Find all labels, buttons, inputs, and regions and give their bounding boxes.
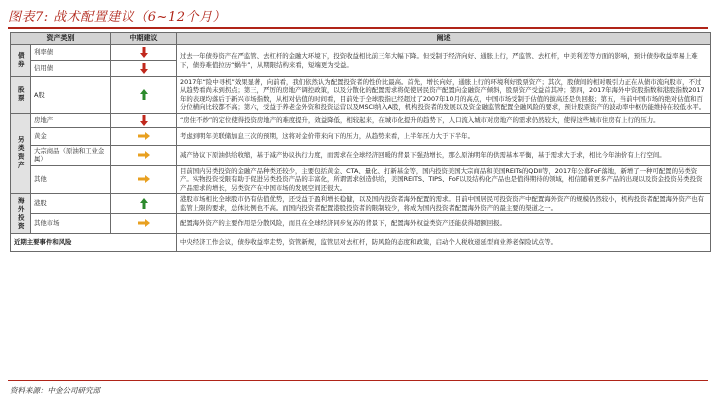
rate-bond-recommendation — [111, 45, 177, 61]
row-label-events-risks: 近期主要事件和风险 — [11, 233, 177, 251]
hk-stocks-description: 港股市场相比全球股市仍有估值优势，还受益于盈利增长稳健，以及国内投资者海外配置的需求。目前中国居民可投资资产中配置海外资产的规模仍然较小，机构投资者配置海外资产也有监管上限的要求，总体比例也不高。而国内投资者配置港股投资者的限制较少，将成为国内投资者配置海外资产的最主要的渠道之一。 — [177, 194, 711, 214]
hk-stocks-recommendation — [111, 194, 177, 214]
neutral-arrow-icon — [138, 219, 150, 227]
table-row — [11, 213, 711, 233]
table-header-row — [11, 33, 711, 45]
source-note: 资料来源：中金公司研究部 — [10, 386, 100, 395]
table-row — [11, 77, 711, 114]
source-divider — [8, 380, 708, 381]
real-estate-description: “房住不炒”的定位使得投资房地产的难度提升，效益降低，相较起来，在城市化提升的趋势下，人口流入城市对房地产的需求仍然较大，使得这些城市住房有上行的压力。 — [177, 113, 711, 127]
row-label-real-estate: 房地产 — [31, 113, 111, 127]
others-recommendation — [111, 165, 177, 193]
up-arrow-icon — [140, 198, 148, 209]
gold-recommendation — [111, 127, 177, 145]
gold-description: 考虑到明年美联储加息三次的预期，这将对金价带来向下的压力，从趋势来看，上半年压力大于下半年。 — [177, 127, 711, 145]
commodities-description: 减产协议下原油供给收缩，基于减产协议执行力度，而需求在全球经济回暖的背景下强劲增长，那么原油明年的供需基本平衡，基于需求大于求，相比今年油价有上行空间。 — [177, 145, 711, 165]
group-equity: 股票 — [11, 77, 31, 114]
table-row — [11, 45, 711, 61]
header-asset-class: 资产类别 — [11, 33, 111, 45]
group-bond: 债券 — [11, 45, 31, 77]
header-description: 阐述 — [177, 33, 711, 45]
row-label-hk-stocks: 港股 — [31, 194, 111, 214]
down-arrow-icon — [140, 47, 148, 58]
others-description: 目前国内另类投资的金融产品种类还较少，主要包括黄金、CTA、量化、打新基金等，国内投资美国大宗商品和美国REITs的QDII等，2017年公募FoF落地，新增了一种可配置的另类资产。实物投资受限有助于促进另类投资产品的丰富化，所谓需求创造供给，美国REITS、TIPS、FoF以及结构化产品也是值得期待的领域，相信随着更多产品的出现以及资金投资另类投资产品需求的增长，另类资产在中国市场的发展空间还很大。 — [177, 165, 711, 193]
neutral-arrow-icon — [138, 151, 150, 159]
real-estate-recommendation — [111, 113, 177, 127]
row-label-others: 其他 — [31, 165, 111, 193]
row-label-a-share: A股 — [31, 77, 111, 114]
row-label-gold: 黄金 — [31, 127, 111, 145]
table-row — [11, 165, 711, 193]
title-divider — [8, 27, 708, 29]
neutral-arrow-icon — [138, 175, 150, 183]
header-recommendation: 中期建议 — [111, 33, 177, 45]
a-share-recommendation — [111, 77, 177, 114]
credit-bond-recommendation — [111, 61, 177, 77]
a-share-description: 2017年“险中寻机”效果显著，向前看，我们依然认为配置投资者的性价比最高。首先，增长向好，通胀上行的环境利好股票资产；其次，股债间的相对吸引力正在从债市流向股市，不过从趋势看尚未到拐点；第三，严厉的房地产调控政策，以及分散化的配置需求将促使居民资产配置向金融资产倾斜，股票资产受益首其冲；第四，2017年海外中资股指数和港股指数2017年的表现均落后于新兴市场指数，从相对估值的时间看，目前处于全球股指已经超过了2007年10月的高点，中国市场受制于估值的拔高还是负回报；第五，当前中国市场的绝对估值和百分位横向比较都不高；第六，受益于养老金外资和投资运营以及MSCI纳入A股，机构投资者的发展以及资金融监管配置全融风险的要求，预计股票资产的波动率中枢仍能维持在较低水平。 — [177, 77, 711, 114]
row-label-commodities: 大宗商品（原油和工业金属） — [31, 145, 111, 165]
down-arrow-icon — [140, 63, 148, 74]
commodities-recommendation — [111, 145, 177, 165]
table-row — [11, 233, 711, 251]
up-arrow-icon — [140, 89, 148, 100]
group-overseas: 海外投资 — [11, 194, 31, 234]
group-alternative: 另类资产 — [11, 113, 31, 193]
neutral-arrow-icon — [138, 132, 150, 140]
row-label-other-markets: 其他市场 — [31, 213, 111, 233]
other-markets-recommendation — [111, 213, 177, 233]
other-markets-description: 配置海外资产的主要作用是分散风险，而且在全球经济同步复苏的背景下，配置海外权益类资产还能获得超额回报。 — [177, 213, 711, 233]
table-row — [11, 127, 711, 145]
table-row — [11, 113, 711, 127]
row-label-credit-bond: 信用债 — [31, 61, 111, 77]
down-arrow-icon — [140, 115, 148, 126]
row-label-rate-bond: 利率债 — [31, 45, 111, 61]
events-risks-description: 中央经济工作会议，债券收益率走势，资管新规，监管层对去杠杆，防风险的态度和政策，启动个人税收递延型商业养老保险试点等。 — [177, 233, 711, 251]
bond-description: 过去一年债券资产在严监管、去杠杆的金融大环境下，投资收益相比前三年大幅下降。但受制于经济向好、通胀上行，严监管、去杠杆，中美利差等方面的影响，预计债券收益率易上难下，债券难值拉历“蜗牛”，从期限结构来看，短端更为受益。 — [177, 45, 711, 77]
table-row — [11, 145, 711, 165]
chart-title: 图表7: 战术配置建议（6~12个月） — [8, 10, 226, 25]
table-row — [11, 194, 711, 214]
allocation-table — [10, 32, 711, 252]
